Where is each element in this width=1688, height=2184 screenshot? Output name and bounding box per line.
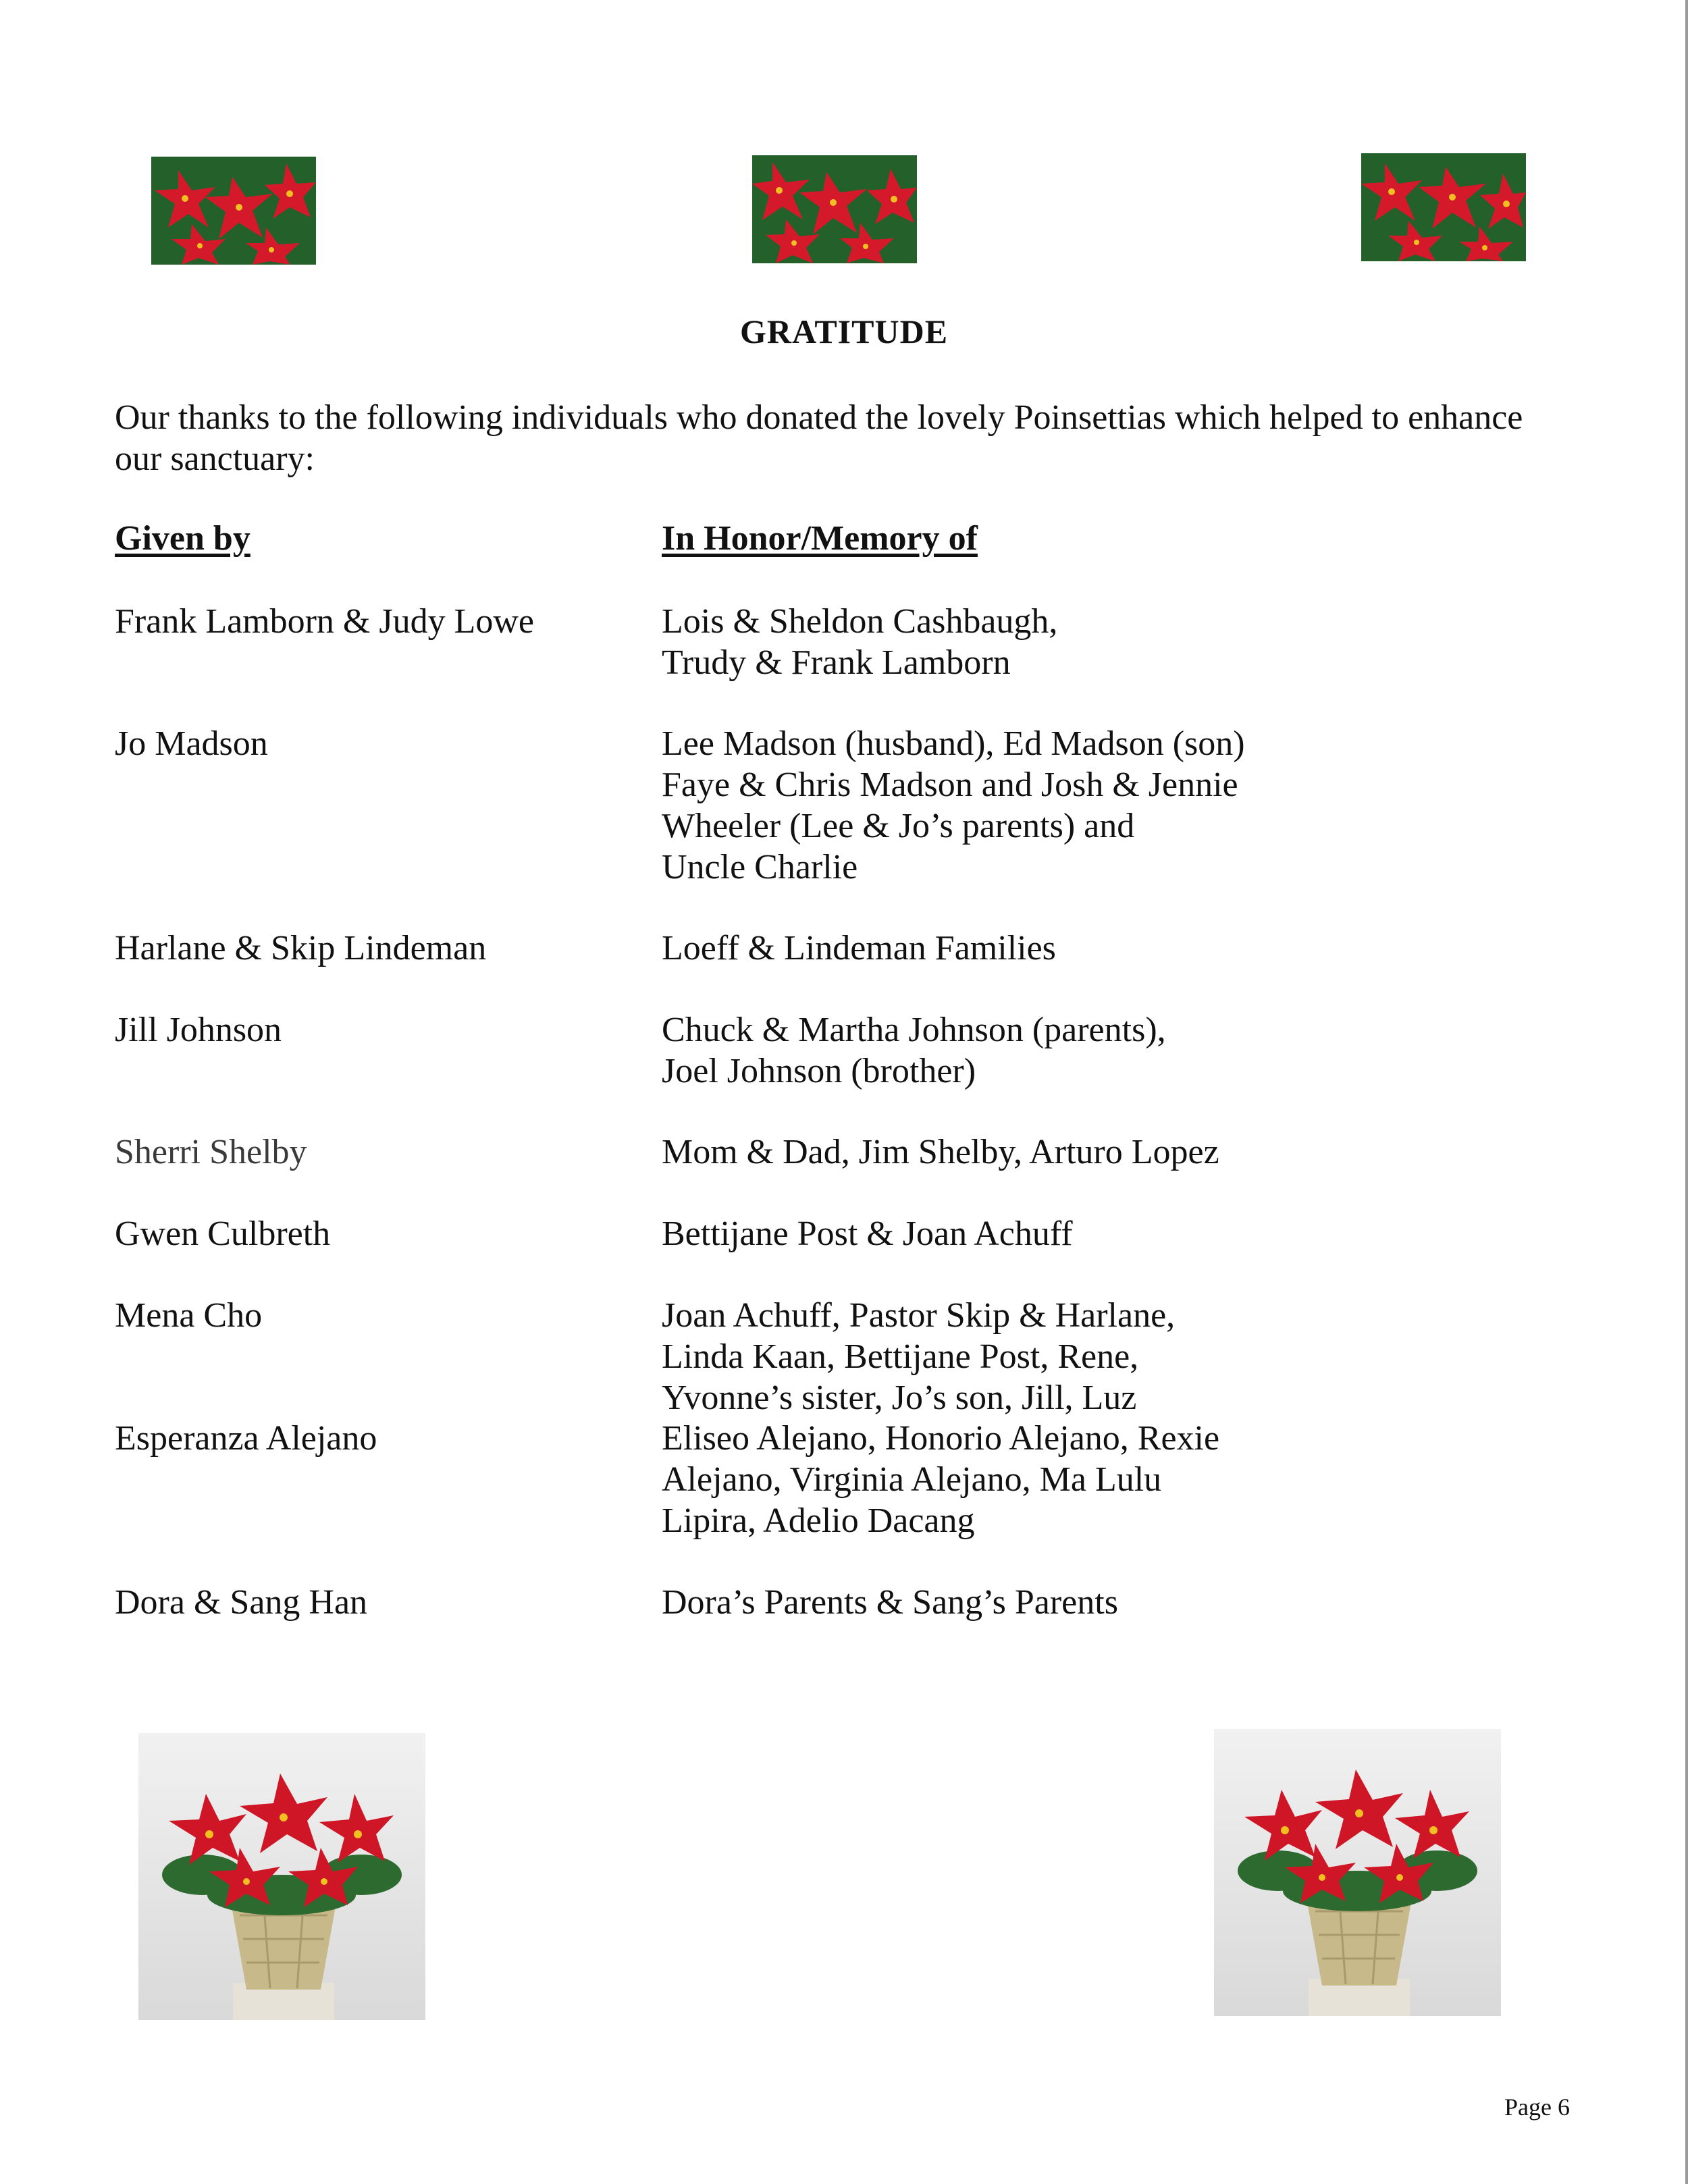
intro-paragraph: Our thanks to the following individuals who donated the lovely Poinsettias which helped to enhance our sanctuary:	[115, 398, 1523, 478]
potted-poinsettia-photo-left	[138, 1733, 425, 2020]
honoree-line: Mom & Dad, Jim Shelby, Arturo Lopez	[662, 1133, 1219, 1171]
donor-name: Dora & Sang Han	[115, 1583, 368, 1622]
poinsettia-photo-right	[1361, 153, 1526, 261]
honoree-line: Loeff & Lindeman Families	[662, 929, 1056, 967]
honoree-line: Joan Achuff, Pastor Skip & Harlane,	[662, 1296, 1176, 1335]
honoree-line: Joel Johnson (brother)	[662, 1052, 976, 1090]
honoree-line: Trudy & Frank Lamborn	[662, 643, 1011, 682]
honoree-list	[662, 601, 1057, 683]
page-number: Page 6	[1504, 2094, 1570, 2121]
donor-name: Sherri Shelby	[115, 1133, 307, 1171]
column-header-given-by: Given by	[115, 519, 250, 558]
honoree-line: Wheeler (Lee & Jo’s parents) and	[662, 807, 1135, 845]
honoree-line: Bettijane Post & Joan Achuff	[662, 1215, 1073, 1253]
honoree-list	[662, 723, 1245, 888]
potted-poinsettia-photo-right	[1214, 1729, 1501, 2016]
page-title: GRATITUDE	[739, 313, 949, 350]
honoree-line: Chuck & Martha Johnson (parents),	[662, 1011, 1166, 1049]
honoree-list	[662, 1213, 1073, 1254]
donor-name: Frank Lamborn & Judy Lowe	[115, 602, 535, 641]
column-header-honor-memory: In Honor/Memory of	[662, 519, 978, 558]
honoree-line: Alejano, Virginia Alejano, Ma Lulu	[662, 1460, 1162, 1499]
poinsettia-photo-left	[151, 157, 316, 265]
poinsettia-photo-center	[752, 155, 917, 263]
honoree-line: Faye & Chris Madson and Josh & Jennie	[662, 766, 1238, 804]
honoree-list	[662, 1418, 1219, 1541]
honoree-list	[662, 1009, 1166, 1092]
honoree-line: Uncle Charlie	[662, 848, 858, 886]
honoree-line: Dora’s Parents & Sang’s Parents	[662, 1583, 1118, 1622]
donor-name: Gwen Culbreth	[115, 1215, 331, 1253]
honoree-line: Yvonne’s sister, Jo’s son, Jill, Luz	[662, 1379, 1137, 1417]
honoree-line: Linda Kaan, Bettijane Post, Rene,	[662, 1337, 1139, 1376]
honoree-line: Eliseo Alejano, Honorio Alejano, Rexie	[662, 1419, 1220, 1458]
donor-name: Mena Cho	[115, 1296, 263, 1335]
honoree-list	[662, 1295, 1175, 1418]
honoree-list	[662, 1582, 1118, 1623]
donor-name: Jo Madson	[115, 724, 268, 763]
honoree-line: Lee Madson (husband), Ed Madson (son)	[662, 724, 1245, 763]
honoree-line: Lipira, Adelio Dacang	[662, 1501, 975, 1540]
donor-name: Jill Johnson	[115, 1011, 282, 1049]
honoree-list	[662, 928, 1056, 969]
honoree-line: Lois & Sheldon Cashbaugh,	[662, 602, 1058, 641]
honoree-list	[662, 1131, 1219, 1173]
donor-name: Esperanza Alejano	[115, 1419, 377, 1458]
donor-name: Harlane & Skip Lindeman	[115, 929, 487, 967]
